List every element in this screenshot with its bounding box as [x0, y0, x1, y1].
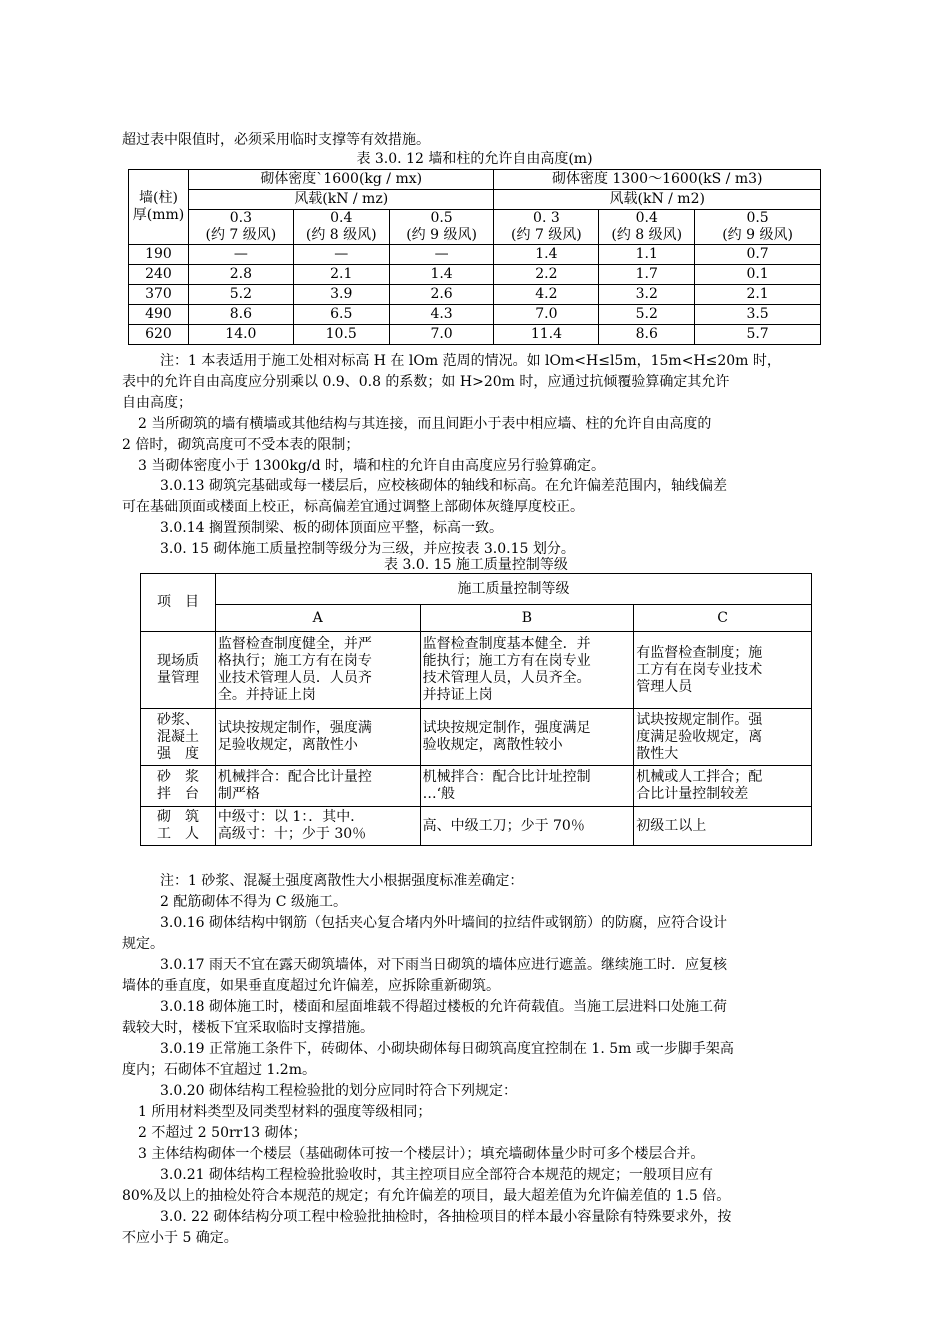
grade-a-cell [215, 807, 420, 846]
clause-line: 3.0.16 砌体结构中钢筋（包括夹心复合堵内外叶墙间的拉结件或钢筋）的防腐，应符合设计 [160, 915, 727, 931]
table-cell: 370 [129, 285, 189, 305]
label-line: 工 人 [156, 826, 199, 842]
table-cell: 5.7 [695, 325, 821, 345]
grade-b-header: B [420, 605, 634, 632]
cell-line: 高、中级工刀；少于 70％ [422, 817, 585, 834]
grade-b-cell [420, 807, 634, 846]
grade-c-cell [634, 807, 812, 846]
note-line: 2 倍时，砌筑高度可不受本表的限制； [122, 437, 360, 453]
clause-line: 3.0.19 正常施工条件下，砖砌体、小砌块砌体每日砌筑高度宜控制在 1. 5m 或一步脚手架高 [160, 1041, 734, 1057]
corner-line1: 墙(柱) [139, 190, 178, 206]
col-value: 0.3 [229, 210, 252, 226]
grade-b-cell [420, 632, 634, 709]
clause-line: 3.0.13 砌筑完基础或每一楼层后，应校核砌体的轴线和标高。在允许偏差范围内，轴线偏差 [160, 478, 727, 494]
clause-line: 3.0.20 砌体结构工程检验批的划分应同时符合下列规定： [160, 1083, 517, 1099]
cell-line: 度满足验收规定，离 [636, 728, 763, 745]
wind1-header: 风载(kN / mz) [188, 190, 494, 210]
table-cell: 2.1 [293, 265, 389, 285]
table-cell: 5.2 [599, 305, 695, 325]
table-row [129, 325, 821, 345]
corner-header [129, 170, 189, 245]
cell-line: 试块按规定制作。强 [636, 711, 763, 728]
cell-line: 合比计量控制较差 [636, 786, 749, 802]
row-label [141, 807, 216, 846]
cell-line: 散性大 [636, 745, 679, 762]
cell-line: 全。并持证上岗 [217, 687, 316, 703]
table-row [141, 709, 812, 766]
cell-line: 试块按规定制作，强度满 [217, 720, 372, 736]
clause-line: 3 主体结构砌体一个楼层（基础砌体可按一个楼层计）；填充墙砌体量少时可多个楼层合并。 [138, 1146, 705, 1162]
table-row [129, 285, 821, 305]
table-row [141, 766, 812, 807]
note-line: 2 配筋砌体不得为 C 级施工。 [160, 894, 347, 910]
clause-line: 3.0.14 搁置预制梁、板的砌体顶面应平整，标高一致。 [160, 520, 503, 536]
table-cell: 4.2 [494, 285, 599, 305]
table-cell: 3.9 [293, 285, 389, 305]
item-header: 项 目 [141, 574, 216, 632]
col-note: (约 8 级风) [305, 227, 377, 243]
cell-line: 格执行；施工方有在岗专 [217, 653, 372, 669]
col-value: 0.4 [635, 210, 658, 226]
cell-line: 机械拌合：配合比计址控制 [422, 769, 591, 785]
cell-line: 高级寸：十；少于 30％ [217, 826, 367, 842]
cell-line: 有监督检查制度；施 [636, 644, 763, 661]
table-cell: 7.0 [389, 325, 494, 345]
table-cell: 1.1 [599, 245, 695, 265]
cell-line: 初级工以上 [636, 817, 707, 834]
table-cell: 2.2 [494, 265, 599, 285]
table-cell: 1.4 [494, 245, 599, 265]
cell-line: 能执行；施工方有在岗专业 [422, 653, 591, 669]
grade-b-cell [420, 766, 634, 807]
label-line: 现场质 [156, 653, 199, 669]
note-line: 表中的允许自由高度应分别乘以 0.9、0.8 的系数；如 H>20m 时，应通过抗倾覆验算确定其允许 [122, 374, 730, 390]
clause-line: 2 不超过 2 50rr13 砌体； [138, 1125, 307, 1141]
table-cell: 6.5 [293, 305, 389, 325]
clause-line: 3.0. 22 砌体结构分项工程中检验批抽检时，各抽检项目的样本最小容量除有特殊要求外，按 [160, 1209, 732, 1225]
col-note: (约 7 级风) [205, 227, 277, 243]
grade-b-cell [420, 709, 634, 766]
table-cell: — [188, 245, 293, 265]
clause-line: 3.0.17 雨天不宜在露天砌筑墙体，对下雨当日砌筑的墙体应进行遮盖。继续施工时．应复核 [160, 957, 727, 973]
table-cell: 2.6 [389, 285, 494, 305]
clause-line: 不应小于 5 确定。 [122, 1230, 238, 1246]
table-cell: 11.4 [494, 325, 599, 345]
table1-title: 表 3.0. 12 墙和柱的允许自由高度(m) [356, 151, 593, 167]
grade-c-cell [634, 766, 812, 807]
row-label [141, 766, 216, 807]
table-cell: 5.2 [188, 285, 293, 305]
cell-line: 足验收规定，离散性小 [217, 737, 358, 753]
table-cell: 1.7 [599, 265, 695, 285]
col-value: 0.5 [746, 210, 769, 226]
cell-line: 中级寸：以 1：．其中． [217, 809, 365, 825]
quality-control-table [140, 573, 812, 846]
note-line: 注：1 本表适用于施工处相对标高 H 在 lOm 范周的情况。如 lOm<H≤l5m，15m<H≤20m 时， [160, 353, 781, 369]
table-row [129, 245, 821, 265]
table-cell: 8.6 [599, 325, 695, 345]
note-line: 注：1 砂浆、混凝土强度离散性大小根据强度标准差确定： [160, 873, 524, 889]
table-cell: 10.5 [293, 325, 389, 345]
col-note: (约 8 级风) [611, 227, 683, 243]
clause-line: 规定。 [122, 936, 164, 952]
table-row [141, 807, 812, 846]
col-value: 0.5 [430, 210, 453, 226]
clause-line: 80%及以上的抽检处符合本规范的规定；有允许偏差的项目，最大超差值为允许偏差值的 1.5 倍。 [122, 1188, 731, 1204]
cell-line: 技术管理人员，人员齐全。 [422, 670, 591, 686]
table-row [129, 265, 821, 285]
clause-line: 墙体的垂直度，如果垂直度超过允许偏差，应拆除重新砌筑。 [122, 978, 500, 994]
clause-line: 3.0.18 砌体施工时，楼面和屋面堆载不得超过楼板的允许荷载值。当施工层进料口处施工荷 [160, 999, 727, 1015]
grade-c-cell [634, 632, 812, 709]
label-line: 砌 筑 [156, 809, 199, 825]
grade-a-cell [215, 632, 420, 709]
table-cell: 0.7 [695, 245, 821, 265]
table-cell: 620 [129, 325, 189, 345]
col-header [695, 210, 821, 245]
col-header [293, 210, 389, 245]
table-cell: — [389, 245, 494, 265]
cell-line: 制严格 [217, 786, 260, 802]
cell-line: 机械拌合：配合比计量控 [217, 769, 372, 785]
col-note: (约 7 级风) [511, 227, 582, 243]
group-header: 施工质量控制等级 [215, 574, 811, 605]
row-label [141, 709, 216, 766]
note-line: 2 当所砌筑的墙有横墙或其他结构与其连接，而且间距小于表中相应墙、柱的允许自由高度的 [138, 416, 712, 432]
grade-a-cell [215, 766, 420, 807]
table-cell: 2.1 [695, 285, 821, 305]
intro-line: 超过表中限值时，必须采用临时支撑等有效措施。 [122, 132, 430, 148]
cell-line: …‘般 [422, 786, 456, 802]
group1-header: 砌体密度`1600(kg / mx) [188, 170, 494, 190]
table-cell: 490 [129, 305, 189, 325]
cell-line: 管理人员 [636, 678, 693, 695]
clause-line: 可在基础顶面或楼面上校正，标高偏差宜通过调整上部砌体灰缝厚度校正。 [122, 499, 584, 515]
table-cell: 3.2 [599, 285, 695, 305]
cell-line: 监督检查制度基本健全．并 [422, 636, 591, 652]
clause-line: 1 所用材料类型及同类型材料的强度等级相同； [138, 1104, 432, 1120]
clause-line: 3.0.21 砌体结构工程检验批验收时，其主控项目应全部符合本规范的规定；一般项目应有 [160, 1167, 713, 1183]
table-row [141, 632, 812, 709]
col-note: (约 9 级风) [406, 227, 477, 243]
note-line: 3 当砌体密度小于 1300kg/d 时，墙和柱的允许自由高度应另行验算确定。 [138, 458, 606, 474]
table-cell: 3.5 [695, 305, 821, 325]
cell-line: 并持证上岗 [422, 687, 493, 703]
row-label [141, 632, 216, 709]
note-line: 自由高度； [122, 395, 192, 411]
wall-height-table [128, 169, 821, 345]
label-line: 量管理 [156, 670, 199, 686]
cell-line: 监督检查制度健全，并严 [217, 636, 372, 652]
cell-line: 业技术管理人员．人员齐 [217, 670, 372, 686]
col-note: (约 9 级风) [722, 227, 793, 243]
col-value: 0.4 [330, 210, 353, 226]
label-line: 砂 浆 [156, 769, 199, 785]
label-line: 混凝土 [156, 728, 199, 745]
col-header [389, 210, 494, 245]
cell-line: 试块按规定制作，强度满足 [422, 720, 591, 736]
table-cell: 240 [129, 265, 189, 285]
col-header [599, 210, 695, 245]
wind2-header: 风载(kN / m2) [494, 190, 821, 210]
label-line: 强 度 [156, 745, 199, 762]
table-cell: 4.3 [389, 305, 494, 325]
table-cell: 1.4 [389, 265, 494, 285]
grade-c-header: C [634, 605, 812, 632]
grade-a-cell [215, 709, 420, 766]
table-cell: 8.6 [188, 305, 293, 325]
grade-c-cell [634, 709, 812, 766]
corner-line2: 厚(mm) [132, 207, 185, 223]
col-header [188, 210, 293, 245]
label-line: 拌 台 [156, 786, 199, 802]
table-cell: 190 [129, 245, 189, 265]
col-header [494, 210, 599, 245]
clause-line: 载较大时，楼板下宜采取临时支撑措施。 [122, 1020, 374, 1036]
table-cell: 14.0 [188, 325, 293, 345]
cell-line: 工方有在岗专业技术 [636, 661, 763, 678]
table2-title: 表 3.0. 15 施工质量控制等级 [384, 557, 568, 573]
table-cell: 0.1 [695, 265, 821, 285]
grade-a-header: A [215, 605, 420, 632]
table-row [129, 305, 821, 325]
table-cell: 7.0 [494, 305, 599, 325]
table-cell: — [293, 245, 389, 265]
table-cell: 2.8 [188, 265, 293, 285]
clause-line: 3.0. 15 砌体施工质量控制等级分为三级，并应按表 3.0.15 划分。 [160, 541, 575, 557]
cell-line: 验收规定，离散性较小 [422, 737, 563, 753]
col-value: 0. 3 [533, 210, 560, 226]
cell-line: 机械或人工拌合；配 [636, 769, 763, 785]
group2-header: 砌体密度 1300～1600(kS / m3) [494, 170, 821, 190]
clause-line: 度内；石砌体不宜超过 1.2m。 [122, 1062, 316, 1078]
label-line: 砂浆、 [156, 711, 199, 728]
